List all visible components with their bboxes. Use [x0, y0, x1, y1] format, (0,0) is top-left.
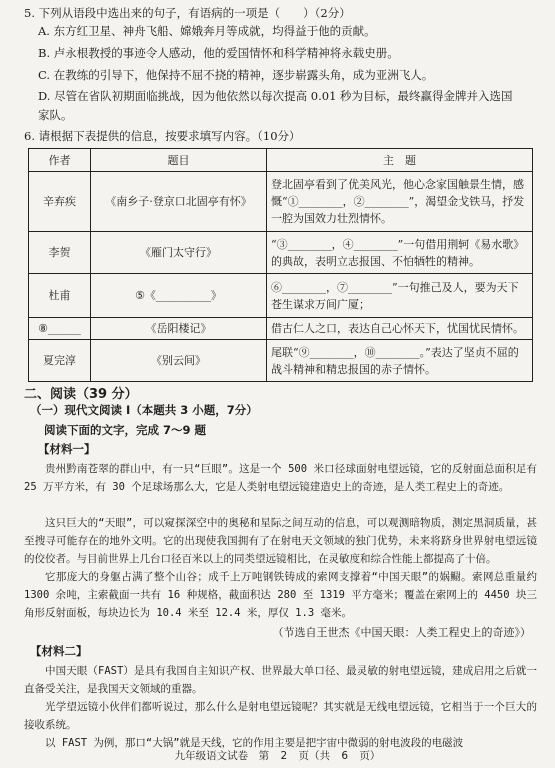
row-author: 辛弃疾: [29, 172, 91, 232]
source-citation: （节选自王世杰《中国天眼：人类工程史上的奇迹》）: [272, 626, 531, 639]
q6-table: [28, 148, 533, 382]
paragraph-4: 中国天眼（FAST）是具有我国自主知识产权、世界最大单口径、最灵敏的射电望远镜，建成启用之后就一直备受关注，是我国天文领域的重器。: [24, 665, 537, 695]
row-title: 《别云间》: [91, 340, 267, 382]
paragraph-5: 光学望远镜小伙伴们都听说过，那么什么是射电望远镜呢？其实就是无线电望远镜，它相当于一个巨大的接收系统。: [24, 701, 537, 731]
row-title: 《雁门太守行》: [91, 232, 267, 274]
row-theme: 借古仁人之口，表达自己心怀天下，忧国忧民情怀。: [267, 318, 533, 340]
q5-option-d-cont: 家队。: [38, 108, 73, 122]
paragraph-2: 这只巨大的“天眼”，可以窥探深空中的奥秘和星际之间互动的信息，可以观测暗物质，测定黑洞质量，甚至搜寻可能存在的地外文明。它的出现使我国拥有了在射电天文领域的独门优势，未来将跻身世界射电望远镜的佼佼者。与目前世界上几台口径百米以上的同类望远镜相比，在灵敏度和综合性能上都提高了十倍。: [24, 517, 537, 565]
page-footer: 九年级语文试卷 第 2 页（共 6 页）: [174, 750, 381, 762]
row-title: 《南乡子·登京口北固亭有怀》: [91, 172, 267, 232]
question-6-stem: 6. 请根据下表提供的信息，按要求填写内容。（10分）: [24, 129, 301, 143]
row-theme: 登北固亭看到了优美风光，他心念家国触景生情，感慨“①________，②________”，渴望金戈铁马，抒发一腔为国效力壮烈情怀。: [267, 172, 533, 232]
header-theme: 主 题: [267, 149, 533, 172]
table-row: [29, 172, 533, 232]
row-author: 杜甫: [29, 274, 91, 318]
row-theme: “③________，④________”一句借用荆轲《易水歌》的典故，表明立志报国、不怕牺牲的精神。: [267, 232, 533, 274]
paragraph-6: 以 FAST 为例，那口“大锅”就是天线，它的作用主要是把宇宙中微弱的射电波段的电磁波: [45, 737, 464, 749]
table-row: [29, 274, 533, 318]
header-author: 作者: [29, 149, 91, 172]
q5-option-b: B. 卢永根教授的事迹令人感动，他的爱国情怀和科学精神将永载史册。: [38, 46, 399, 60]
row-title: ⑤《__________》: [91, 274, 267, 318]
q5-option-c: C. 在教练的引导下，他保持不屈不挠的精神，逐步崭露头角，成为亚洲飞人。: [38, 68, 434, 82]
subsection-1-title: （一）现代文阅读 I（本题共 3 小题，7分）: [30, 403, 258, 417]
table-row: [29, 318, 533, 340]
q5-option-a: A. 东方红卫星、神舟飞船、嫦娥奔月等成就，均得益于他的贡献。: [38, 24, 376, 38]
paragraph-1: 贵州黔南苍翠的群山中，有一只“巨眼”。这是一个 500 米口径球面射电望远镜，它的反射面总面积足有 25 万平方米，有 30 个足球场那么大，它是人类射电望远镜建造史上的奇迹，是人类工程史上的奇迹。: [24, 463, 537, 493]
q5-option-d: D. 尽管在省队初期面临挑战，因为他依然以每次提高 0.01 秒为目标，最终赢得金牌并入选国: [38, 89, 513, 103]
table-row: [29, 232, 533, 274]
material-1-label: 【材料一】: [38, 442, 96, 456]
row-author: ⑧______: [29, 318, 91, 340]
material-2-label: 【材料二】: [30, 644, 88, 658]
reading-instruction: 阅读下面的文字，完成 7～9 题: [44, 423, 207, 437]
table-header-row: [29, 149, 533, 172]
paragraph-3: 它那庞大的身躯占满了整个山谷；成千上万吨钢铁铸成的索网支撑着“中国天眼”的娲鳚。索网总重量约 1300 余吨，主索截面一共有 16 种规格，截面积达 280 至 1319 平方毫米；覆盖在索网上的 4450 块三角形反射面板，每块边长为 10.4 米至 12.4 米，厚仅 1.3 毫米。: [24, 571, 537, 619]
header-title: 题目: [91, 149, 267, 172]
row-theme: ⑥________，⑦________”一句推己及人，要为天下苍生谋求万间广厦；: [267, 274, 533, 318]
row-title: 《岳阳楼记》: [91, 318, 267, 340]
row-author: 夏完淳: [29, 340, 91, 382]
row-author: 李贺: [29, 232, 91, 274]
question-5-stem: 5. 下列从语段中选出来的句子，有语病的一项是（ ）（2分）: [24, 6, 351, 20]
table-row: [29, 340, 533, 382]
section-2-title: 二、阅读（39 分）: [24, 387, 138, 402]
row-theme: 尾联“⑨________，⑩________。”表达了坚贞不屈的战斗精神和精忠报国的赤子情怀。: [267, 340, 533, 382]
